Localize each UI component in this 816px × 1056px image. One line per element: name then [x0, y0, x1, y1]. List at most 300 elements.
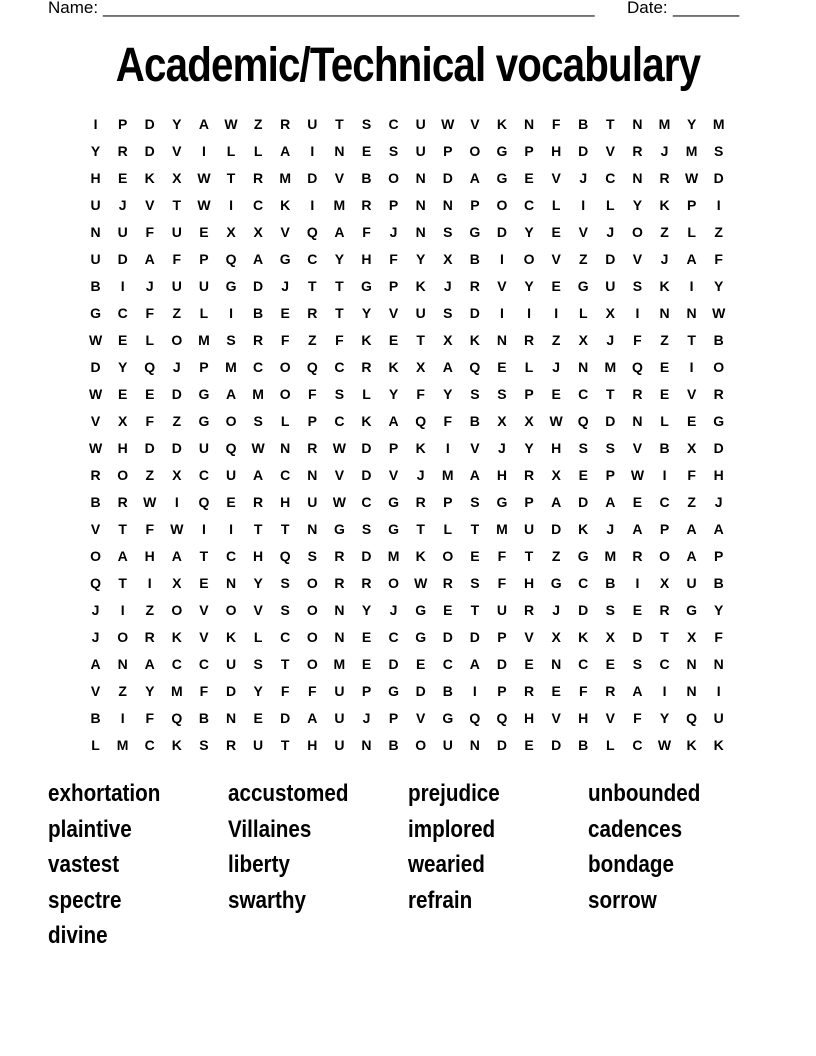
grid-cell[interactable]: T	[687, 332, 696, 348]
grid-cell[interactable]: F	[145, 710, 155, 726]
grid-cell[interactable]: I	[527, 305, 531, 321]
grid-cell[interactable]: M	[225, 359, 237, 375]
grid-cell[interactable]: G	[279, 251, 291, 267]
grid-cell[interactable]: W	[441, 116, 455, 132]
grid-cell[interactable]: J	[389, 602, 398, 618]
grid-cell[interactable]: I	[716, 197, 721, 213]
grid-cell[interactable]: W	[88, 386, 103, 402]
name-blank[interactable]: ____________________________________________________	[103, 0, 595, 17]
grid-cell[interactable]: P	[388, 440, 399, 456]
grid-cell[interactable]: I	[120, 710, 125, 726]
grid-cell[interactable]: A	[198, 116, 209, 132]
grid-cell[interactable]: C	[334, 413, 345, 429]
grid-cell[interactable]: L	[606, 197, 615, 213]
grid-cell[interactable]: Z	[714, 224, 723, 240]
grid-cell[interactable]: O	[279, 386, 291, 402]
grid-cell[interactable]: S	[226, 332, 236, 348]
grid-cell[interactable]: W	[170, 521, 184, 537]
grid-cell[interactable]: R	[632, 548, 643, 564]
grid-cell[interactable]: C	[578, 656, 589, 672]
grid-cell[interactable]: C	[632, 737, 643, 753]
grid-cell[interactable]: B	[361, 170, 372, 186]
grid-cell[interactable]: G	[686, 602, 698, 618]
grid-cell[interactable]: D	[578, 143, 589, 159]
grid-cell[interactable]: Z	[253, 116, 263, 132]
grid-cell[interactable]: D	[578, 494, 589, 510]
grid-cell[interactable]: X	[551, 467, 561, 483]
grid-cell[interactable]: S	[443, 305, 453, 321]
grid-cell[interactable]: N	[632, 170, 643, 186]
grid-cell[interactable]: I	[174, 494, 179, 510]
grid-cell[interactable]: G	[713, 413, 725, 429]
grid-cell[interactable]: F	[714, 629, 723, 645]
grid-cell[interactable]: Z	[687, 494, 696, 510]
grid-cell[interactable]: P	[388, 197, 399, 213]
grid-cell[interactable]: F	[497, 548, 507, 564]
grid-cell[interactable]: W	[88, 332, 103, 348]
grid-cell[interactable]: L	[551, 197, 561, 213]
grid-cell[interactable]: N	[280, 440, 291, 456]
grid-cell[interactable]: X	[172, 170, 182, 186]
grid-cell[interactable]: Q	[415, 413, 427, 429]
grid-cell[interactable]: B	[713, 332, 724, 348]
grid-cell[interactable]: W	[332, 494, 346, 510]
grid-cell[interactable]: I	[93, 116, 98, 132]
grid-cell[interactable]: S	[253, 656, 263, 672]
grid-cell[interactable]: J	[91, 629, 100, 645]
grid-cell[interactable]: U	[307, 494, 318, 510]
grid-cell[interactable]: E	[443, 602, 453, 618]
grid-cell[interactable]: E	[361, 629, 372, 645]
grid-cell[interactable]: M	[333, 197, 346, 213]
grid-cell[interactable]: U	[171, 278, 182, 294]
grid-cell[interactable]: E	[551, 278, 561, 294]
grid-cell[interactable]: H	[144, 548, 155, 564]
grid-cell[interactable]: H	[551, 440, 562, 456]
grid-cell[interactable]: G	[415, 629, 427, 645]
grid-cell[interactable]: B	[578, 737, 589, 753]
grid-cell[interactable]: V	[605, 710, 615, 726]
grid-cell[interactable]: E	[416, 656, 426, 672]
grid-cell[interactable]: R	[253, 170, 264, 186]
grid-cell[interactable]: E	[524, 170, 534, 186]
grid-cell[interactable]: J	[552, 359, 561, 375]
grid-cell[interactable]: H	[117, 440, 128, 456]
grid-cell[interactable]: S	[307, 548, 317, 564]
grid-cell[interactable]: T	[416, 332, 425, 348]
grid-cell[interactable]: V	[470, 116, 480, 132]
grid-cell[interactable]: O	[171, 332, 183, 348]
grid-cell[interactable]: P	[497, 683, 507, 699]
grid-cell[interactable]: V	[578, 224, 588, 240]
grid-cell[interactable]: D	[442, 629, 453, 645]
grid-cell[interactable]: M	[604, 548, 617, 564]
grid-cell[interactable]: Q	[577, 413, 589, 429]
grid-cell[interactable]: B	[713, 575, 724, 591]
grid-cell[interactable]: F	[145, 413, 155, 429]
grid-cell[interactable]: H	[578, 710, 589, 726]
grid-cell[interactable]: E	[524, 737, 534, 753]
grid-cell[interactable]: R	[523, 467, 535, 483]
grid-cell[interactable]: Z	[578, 251, 588, 267]
grid-cell[interactable]: M	[441, 467, 454, 483]
grid-cell[interactable]: F	[362, 224, 371, 240]
grid-cell[interactable]: W	[251, 440, 265, 456]
grid-cell[interactable]: C	[280, 629, 291, 645]
grid-cell[interactable]: G	[577, 278, 589, 294]
grid-cell[interactable]: W	[332, 440, 346, 456]
grid-cell[interactable]: P	[307, 413, 317, 429]
grid-cell[interactable]: H	[523, 710, 535, 726]
grid-cell[interactable]: N	[415, 224, 426, 240]
grid-cell[interactable]: J	[498, 440, 506, 456]
grid-cell[interactable]: Q	[279, 548, 291, 564]
grid-cell[interactable]: X	[659, 575, 670, 591]
grid-cell[interactable]: C	[605, 170, 616, 186]
grid-cell[interactable]: O	[279, 359, 291, 375]
grid-cell[interactable]: S	[470, 386, 480, 402]
grid-cell[interactable]: A	[388, 413, 399, 429]
grid-cell[interactable]: R	[144, 629, 155, 645]
grid-cell[interactable]: X	[443, 332, 453, 348]
grid-cell[interactable]: A	[713, 521, 724, 537]
grid-cell[interactable]: D	[253, 278, 264, 294]
grid-cell[interactable]: V	[388, 305, 399, 321]
grid-cell[interactable]: X	[605, 629, 615, 645]
grid-cell[interactable]: W	[88, 440, 103, 456]
grid-cell[interactable]: R	[361, 197, 372, 213]
grid-cell[interactable]: L	[253, 629, 263, 645]
grid-cell[interactable]: P	[443, 143, 453, 159]
grid-cell[interactable]: E	[199, 575, 209, 591]
grid-cell[interactable]: I	[554, 305, 559, 321]
grid-cell[interactable]: X	[605, 305, 615, 321]
grid-cell[interactable]: Y	[253, 575, 263, 591]
grid-cell[interactable]: E	[686, 413, 697, 429]
grid-cell[interactable]: M	[496, 521, 508, 537]
grid-cell[interactable]: L	[362, 386, 371, 402]
grid-cell[interactable]: X	[551, 629, 561, 645]
grid-cell[interactable]: R	[307, 440, 318, 456]
grid-cell[interactable]: C	[388, 629, 399, 645]
grid-cell[interactable]: M	[604, 359, 617, 375]
grid-cell[interactable]: V	[172, 143, 182, 159]
grid-cell[interactable]: P	[199, 251, 209, 267]
grid-cell[interactable]: K	[415, 548, 426, 564]
grid-cell[interactable]: S	[605, 440, 615, 456]
grid-cell[interactable]: N	[361, 737, 372, 753]
grid-cell[interactable]: U	[334, 737, 345, 753]
grid-cell[interactable]: L	[443, 521, 453, 537]
grid-cell[interactable]: B	[442, 683, 453, 699]
grid-cell[interactable]: O	[306, 602, 318, 618]
grid-cell[interactable]: G	[496, 170, 508, 186]
grid-cell[interactable]: B	[253, 305, 264, 321]
grid-cell[interactable]: S	[361, 116, 372, 132]
grid-cell[interactable]: V	[632, 440, 643, 456]
grid-cell[interactable]: Y	[714, 602, 724, 618]
grid-cell[interactable]: I	[120, 278, 125, 294]
grid-cell[interactable]: Y	[361, 602, 372, 618]
grid-cell[interactable]: R	[225, 737, 237, 753]
grid-cell[interactable]: W	[549, 413, 563, 429]
grid-cell[interactable]: Y	[524, 224, 534, 240]
grid-cell[interactable]: R	[415, 494, 426, 510]
grid-cell[interactable]: A	[686, 521, 697, 537]
grid-cell[interactable]: O	[659, 548, 670, 564]
grid-cell[interactable]: C	[442, 656, 453, 672]
grid-cell[interactable]: D	[144, 440, 155, 456]
grid-cell[interactable]: K	[225, 629, 237, 645]
grid-cell[interactable]: F	[145, 305, 155, 321]
grid-cell[interactable]: D	[578, 602, 589, 618]
grid-cell[interactable]: Z	[145, 467, 155, 483]
grid-cell[interactable]: U	[171, 224, 182, 240]
grid-cell[interactable]: U	[713, 710, 724, 726]
grid-cell[interactable]: C	[578, 575, 589, 591]
grid-cell[interactable]: I	[689, 278, 694, 294]
grid-cell[interactable]: D	[469, 629, 480, 645]
grid-cell[interactable]: G	[388, 494, 400, 510]
grid-cell[interactable]: J	[443, 278, 452, 294]
grid-cell[interactable]: E	[605, 656, 615, 672]
grid-cell[interactable]: C	[334, 359, 345, 375]
grid-cell[interactable]: I	[229, 305, 233, 321]
grid-cell[interactable]: N	[659, 305, 670, 321]
grid-cell[interactable]: C	[307, 251, 318, 267]
grid-cell[interactable]: P	[524, 386, 534, 402]
grid-cell[interactable]: F	[416, 386, 425, 402]
grid-cell[interactable]: Z	[551, 548, 561, 564]
grid-cell[interactable]: W	[143, 494, 157, 510]
grid-cell[interactable]: R	[442, 575, 453, 591]
grid-cell[interactable]: Q	[306, 359, 318, 375]
grid-cell[interactable]: G	[442, 710, 454, 726]
grid-cell[interactable]: O	[415, 737, 427, 753]
grid-cell[interactable]: Y	[117, 359, 128, 375]
grid-cell[interactable]: Y	[416, 251, 426, 267]
grid-cell[interactable]: I	[662, 467, 667, 483]
grid-cell[interactable]: U	[334, 710, 345, 726]
grid-cell[interactable]: D	[496, 656, 508, 672]
grid-cell[interactable]: K	[415, 440, 426, 456]
grid-cell[interactable]: C	[578, 386, 589, 402]
grid-cell[interactable]: P	[117, 116, 128, 132]
grid-cell[interactable]: E	[551, 683, 561, 699]
grid-cell[interactable]: A	[225, 386, 237, 402]
grid-cell[interactable]: M	[198, 332, 210, 348]
grid-cell[interactable]: I	[445, 440, 450, 456]
grid-cell[interactable]: U	[415, 305, 426, 321]
grid-cell[interactable]: V	[551, 710, 561, 726]
grid-cell[interactable]: O	[388, 170, 400, 186]
grid-cell[interactable]: X	[686, 440, 697, 456]
grid-cell[interactable]: N	[90, 224, 101, 240]
grid-cell[interactable]: O	[523, 251, 535, 267]
grid-cell[interactable]: N	[632, 116, 643, 132]
grid-cell[interactable]: I	[500, 305, 504, 321]
grid-cell[interactable]: V	[90, 683, 101, 699]
grid-cell[interactable]: X	[524, 413, 534, 429]
grid-cell[interactable]: P	[497, 629, 507, 645]
grid-cell[interactable]: L	[280, 413, 290, 429]
grid-cell[interactable]: R	[117, 494, 128, 510]
grid-cell[interactable]: V	[470, 440, 480, 456]
grid-cell[interactable]: X	[117, 413, 128, 429]
grid-cell[interactable]: Z	[551, 332, 561, 348]
grid-cell[interactable]: N	[442, 197, 453, 213]
grid-cell[interactable]: G	[90, 305, 101, 321]
grid-cell[interactable]: D	[171, 386, 182, 402]
grid-cell[interactable]: A	[469, 656, 480, 672]
grid-cell[interactable]: C	[117, 305, 128, 321]
grid-cell[interactable]: Q	[90, 575, 101, 591]
grid-cell[interactable]: H	[307, 737, 318, 753]
grid-cell[interactable]: F	[308, 683, 317, 699]
grid-cell[interactable]: S	[280, 602, 290, 618]
grid-cell[interactable]: F	[389, 251, 398, 267]
grid-cell[interactable]: S	[497, 386, 507, 402]
grid-cell[interactable]: T	[280, 521, 290, 537]
grid-cell[interactable]: H	[551, 143, 562, 159]
grid-cell[interactable]: J	[579, 170, 588, 186]
grid-cell[interactable]: U	[225, 467, 237, 483]
grid-cell[interactable]: O	[631, 224, 643, 240]
grid-cell[interactable]: Q	[306, 224, 318, 240]
grid-cell[interactable]: H	[523, 575, 535, 591]
grid-cell[interactable]: C	[253, 197, 264, 213]
grid-cell[interactable]: K	[578, 521, 589, 537]
grid-cell[interactable]: L	[199, 305, 209, 321]
grid-cell[interactable]: F	[199, 683, 209, 699]
grid-cell[interactable]: P	[659, 521, 670, 537]
grid-cell[interactable]: P	[443, 494, 453, 510]
grid-cell[interactable]: W	[414, 575, 428, 591]
grid-cell[interactable]: N	[225, 710, 237, 726]
grid-cell[interactable]: X	[443, 251, 453, 267]
grid-cell[interactable]: L	[91, 737, 100, 753]
grid-cell[interactable]: V	[497, 278, 507, 294]
grid-cell[interactable]: P	[605, 467, 615, 483]
grid-cell[interactable]: O	[117, 467, 129, 483]
grid-cell[interactable]: J	[172, 359, 181, 375]
grid-cell[interactable]: G	[388, 683, 400, 699]
grid-cell[interactable]: U	[605, 278, 616, 294]
grid-cell[interactable]: Y	[524, 278, 534, 294]
grid-cell[interactable]: K	[361, 332, 372, 348]
grid-cell[interactable]: P	[470, 197, 480, 213]
grid-cell[interactable]: E	[632, 602, 643, 618]
grid-cell[interactable]: C	[198, 656, 209, 672]
grid-cell[interactable]: X	[497, 413, 507, 429]
grid-cell[interactable]: E	[361, 656, 372, 672]
grid-cell[interactable]: V	[632, 251, 643, 267]
grid-cell[interactable]: B	[90, 494, 101, 510]
grid-cell[interactable]: A	[90, 656, 101, 672]
grid-cell[interactable]: V	[253, 602, 263, 618]
grid-cell[interactable]: J	[389, 224, 398, 240]
grid-cell[interactable]: S	[714, 143, 724, 159]
grid-cell[interactable]: I	[201, 521, 206, 537]
grid-cell[interactable]: D	[713, 170, 724, 186]
grid-cell[interactable]: D	[225, 683, 237, 699]
grid-cell[interactable]: E	[524, 656, 534, 672]
grid-cell[interactable]: M	[387, 548, 400, 564]
grid-cell[interactable]: N	[307, 467, 318, 483]
grid-cell[interactable]: O	[225, 602, 237, 618]
grid-cell[interactable]: S	[470, 575, 480, 591]
grid-cell[interactable]: Y	[334, 251, 345, 267]
grid-cell[interactable]: F	[497, 575, 507, 591]
grid-cell[interactable]: C	[253, 359, 264, 375]
grid-cell[interactable]: G	[333, 521, 345, 537]
grid-cell[interactable]: I	[662, 683, 667, 699]
grid-cell[interactable]: R	[307, 305, 318, 321]
grid-cell[interactable]: K	[144, 170, 155, 186]
grid-cell[interactable]: N	[415, 170, 426, 186]
grid-cell[interactable]: S	[470, 494, 480, 510]
grid-cell[interactable]: S	[578, 440, 588, 456]
grid-cell[interactable]: B	[90, 710, 101, 726]
grid-cell[interactable]: D	[117, 251, 128, 267]
grid-cell[interactable]: M	[279, 170, 292, 186]
grid-cell[interactable]: Z	[172, 305, 182, 321]
grid-cell[interactable]: V	[90, 521, 101, 537]
grid-cell[interactable]: D	[171, 440, 182, 456]
grid-cell[interactable]: N	[686, 683, 697, 699]
grid-cell[interactable]: Z	[660, 224, 669, 240]
grid-cell[interactable]: J	[145, 278, 154, 294]
grid-cell[interactable]: D	[280, 710, 291, 726]
grid-cell[interactable]: V	[416, 710, 426, 726]
grid-cell[interactable]: G	[496, 143, 508, 159]
grid-cell[interactable]: R	[659, 602, 670, 618]
grid-cell[interactable]: E	[253, 710, 263, 726]
grid-cell[interactable]: A	[253, 251, 264, 267]
grid-cell[interactable]: Q	[469, 359, 481, 375]
grid-cell[interactable]: V	[199, 629, 209, 645]
grid-cell[interactable]: R	[253, 332, 264, 348]
grid-cell[interactable]: I	[716, 683, 721, 699]
grid-cell[interactable]: F	[308, 386, 317, 402]
grid-cell[interactable]: I	[120, 602, 125, 618]
grid-cell[interactable]: U	[523, 521, 535, 537]
grid-cell[interactable]: G	[388, 521, 400, 537]
grid-cell[interactable]: T	[660, 629, 669, 645]
grid-cell[interactable]: R	[632, 386, 643, 402]
grid-cell[interactable]: P	[388, 710, 399, 726]
grid-cell[interactable]: D	[469, 305, 480, 321]
grid-cell[interactable]: U	[90, 197, 101, 213]
grid-cell[interactable]: G	[225, 278, 237, 294]
grid-cell[interactable]: A	[632, 521, 643, 537]
grid-cell[interactable]: G	[577, 548, 589, 564]
grid-cell[interactable]: L	[578, 305, 588, 321]
grid-cell[interactable]: R	[253, 494, 264, 510]
grid-cell[interactable]: U	[415, 116, 426, 132]
grid-cell[interactable]: W	[224, 116, 238, 132]
grid-cell[interactable]: R	[361, 575, 372, 591]
grid-cell[interactable]: O	[442, 548, 454, 564]
grid-cell[interactable]: R	[605, 683, 616, 699]
grid-cell[interactable]: A	[442, 359, 453, 375]
grid-cell[interactable]: K	[388, 359, 399, 375]
grid-cell[interactable]: E	[199, 224, 209, 240]
grid-cell[interactable]: L	[253, 143, 263, 159]
grid-cell[interactable]: Y	[388, 386, 399, 402]
grid-cell[interactable]: N	[469, 737, 480, 753]
grid-cell[interactable]: Z	[145, 602, 155, 618]
